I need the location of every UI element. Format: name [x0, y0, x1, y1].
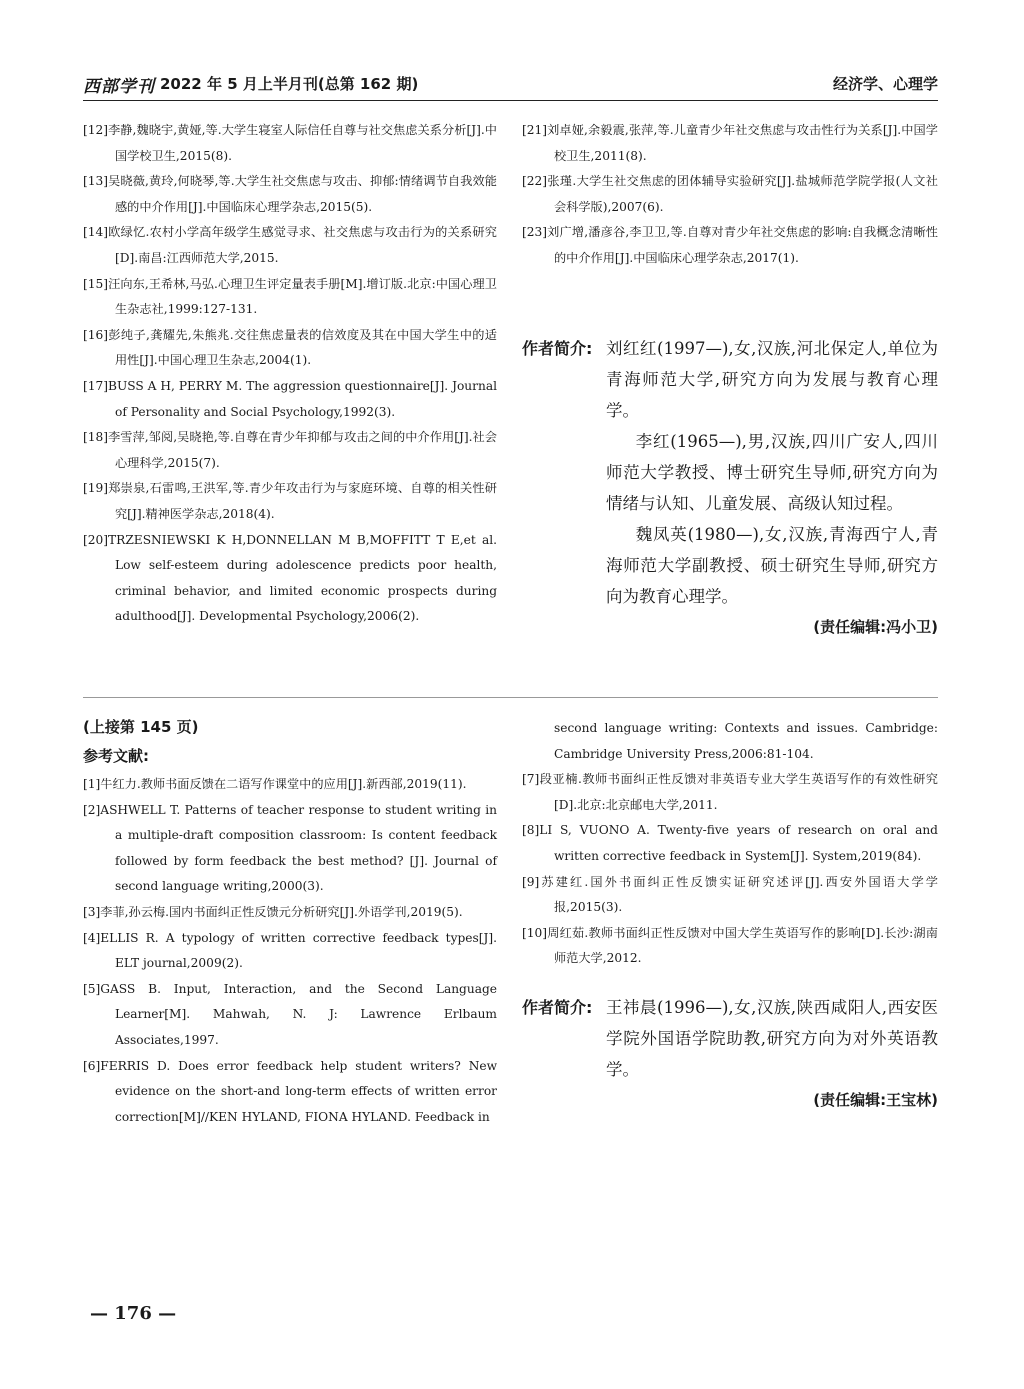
- reference-item: [9]苏建红.国外书面纠正性反馈实证研究述评[J].西安外国语大学学报,2015(3).: [522, 874, 938, 915]
- bottom-left-references: [83, 772, 497, 1130]
- reference-list: [83, 118, 497, 630]
- responsible-editor: (责任编辑:冯小卫): [813, 618, 938, 636]
- reference-item: [4]ELLIS R. A typology of written corrective feedback types[J]. ELT journal,2009(2).: [83, 930, 497, 971]
- references-heading: 参考文献:: [83, 747, 149, 765]
- reference-item: [13]吴晓薇,黄玲,何晓琴,等.大学生社交焦虑与攻击、抑郁:情绪调节自我效能感的中介作用[J].中国临床心理学杂志,2015(5).: [83, 174, 497, 214]
- section-divider: [83, 697, 938, 698]
- reference-item: [5]GASS B. Input, Interaction, and the Second Language Learner[M]. Mahwah, N. J: Lawrence Erlbaum Associates,1997.: [83, 981, 497, 1047]
- reference-item: [3]李菲,孙云梅.国内书面纠正性反馈元分析研究[J].外语学刊,2019(5).: [83, 904, 463, 919]
- journal-logo: 西部学刊: [83, 77, 155, 97]
- reference-list: [522, 716, 938, 972]
- reference-item: [1]牛红力.教师书面反馈在二语写作课堂中的应用[J].新西部,2019(11).: [83, 777, 467, 791]
- reference-item: [8]LI S, VUONO A. Twenty-five years of research on oral and written corrective feedback in System[J]. System,2019(84).: [522, 823, 938, 863]
- top-left-references: [83, 118, 497, 630]
- author-bio: [522, 333, 938, 643]
- reference-item: [23]刘广增,潘彦谷,李卫卫,等.自尊对青少年社交焦虑的影响:自我概念清晰性的中介作用[J].中国临床心理学杂志,2017(1).: [522, 225, 938, 265]
- reference-list: [83, 772, 497, 1130]
- continued-from-note: (上接第 145 页): [83, 718, 199, 736]
- author-bio-paragraph: 王祎晨(1996—),女,汉族,陕西咸阳人,西安医学院外国语学院助教,研究方向为对外英语教学。: [606, 998, 938, 1079]
- reference-item: [2]ASHWELL T. Patterns of teacher response to student writing in a multiple-draft composition classroom: Is content feedback followed by form feedback the best method? [J]. Journal of second language writing,2000(3).: [83, 802, 497, 894]
- reference-item: [22]张瑾.大学生社交焦虑的团体辅导实验研究[J].盐城师范学院学报(人文社会科学版),2007(6).: [522, 174, 938, 214]
- reference-item: [15]汪向东,王希林,马弘.心理卫生评定量表手册[M].增订版.北京:中国心理卫生杂志社,1999:127-131.: [83, 276, 497, 317]
- author-bio: [522, 992, 938, 1116]
- reference-item: [21]刘卓娅,余毅震,张萍,等.儿童青少年社交焦虑与攻击性行为关系[J].中国学校卫生,2011(8).: [522, 123, 938, 163]
- reference-item: [18]李雪萍,邹阅,吴晓艳,等.自尊在青少年抑郁与攻击之间的中介作用[J].社会心理科学,2015(7).: [83, 430, 497, 470]
- journal-issue: 2022 年 5 月上半月刊(总第 162 期): [160, 75, 419, 93]
- reference-item: [19]郑崇泉,石雷鸣,王洪军,等.青少年攻击行为与家庭环境、自尊的相关性研究[J].精神医学杂志,2018(4).: [83, 481, 497, 521]
- reference-item: [12]李静,魏晓宇,黄娅,等.大学生寝室人际信任自尊与社交焦虑关系分析[J].中国学校卫生,2015(8).: [83, 123, 497, 163]
- section-name: 经济学、心理学: [832, 75, 938, 93]
- author-bio-label: 作者简介:: [522, 998, 593, 1017]
- reference-item: [20]TRZESNIEWSKI K H,DONNELLAN M B,MOFFITT T E,et al. Low self-esteem during adolescence predicts poor health, criminal behavior, and limited economic prospects during adulthood[J]. Developmental Psychology,2006(2).: [83, 532, 497, 624]
- reference-item: [14]欧绿忆.农村小学高年级学生感觉寻求、社交焦虑与攻击行为的关系研究[D].南昌:江西师范大学,2015.: [83, 225, 497, 265]
- top-right-references: [522, 118, 938, 272]
- page-number: — 176 —: [90, 1303, 177, 1324]
- author-bio-paragraph: 魏凤英(1980—),女,汉族,青海西宁人,青海师范大学副教授、硕士研究生导师,研究方向为教育心理学。: [606, 525, 938, 606]
- reference-list: [522, 118, 938, 272]
- author-bio-paragraph: 刘红红(1997—),女,汉族,河北保定人,单位为青海师范大学,研究方向为发展与教育心理学。: [606, 339, 938, 420]
- reference-item: [17]BUSS A H, PERRY M. The aggression questionnaire[J]. Journal of Personality and Social Psychology,1992(3).: [83, 378, 497, 419]
- reference-item: [6]FERRIS D. Does error feedback help student writers? New evidence on the short-and long-term effects of written error correction[M]//KEN HYLAND, FIONA HYLAND. Feedback in: [83, 1058, 497, 1124]
- author-bio-label: 作者简介:: [522, 339, 593, 358]
- author-bio-paragraph: 李红(1965—),男,汉族,四川广安人,四川师范大学教授、博士研究生导师,研究方向为情绪与认知、儿童发展、高级认知过程。: [606, 432, 938, 513]
- reference-item: [16]彭纯子,龚耀先,朱熊兆.交往焦虑量表的信效度及其在中国大学生中的适用性[J].中国心理卫生杂志,2004(1).: [83, 327, 497, 368]
- reference-item-continued: second language writing: Contexts and issues. Cambridge: Cambridge University Press,2006:81-104.: [554, 721, 938, 761]
- reference-item: [10]周红茹.教师书面纠正性反馈对中国大学生英语写作的影响[D].长沙:湖南师范大学,2012.: [522, 925, 938, 966]
- page-header: [83, 70, 938, 101]
- bottom-right-references: [522, 716, 938, 972]
- responsible-editor: (责任编辑:王宝林): [813, 1091, 938, 1109]
- reference-item: [7]段亚楠.教师书面纠正性反馈对非英语专业大学生英语写作的有效性研究[D].北京:北京邮电大学,2011.: [522, 772, 938, 812]
